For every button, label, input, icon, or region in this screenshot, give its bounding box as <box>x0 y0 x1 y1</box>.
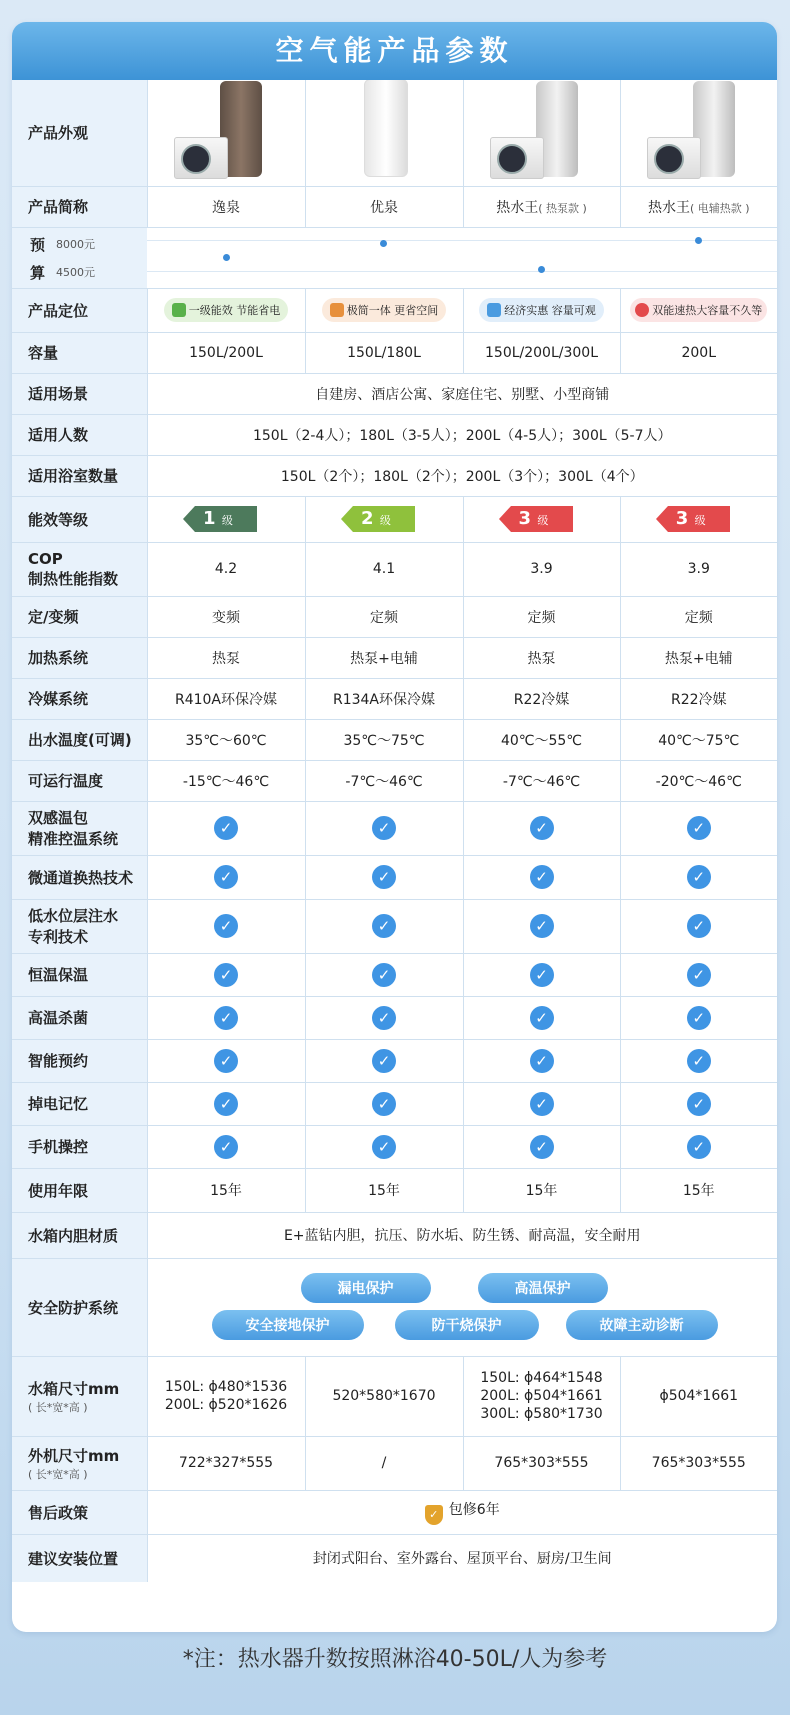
freq-2: 定频 <box>305 596 463 637</box>
page-title: 空气能产品参数 <box>12 22 777 80</box>
run-temp-1: -15℃～46℃ <box>147 760 305 801</box>
capacity-4: 200L <box>620 332 777 373</box>
check-icon: ✓ <box>372 1006 396 1030</box>
check-icon: ✓ <box>530 1092 554 1116</box>
efficiency-badge: 3 级 <box>668 506 730 532</box>
position-1 <box>147 288 305 332</box>
check-icon: ✓ <box>530 1135 554 1159</box>
position-4 <box>620 288 777 332</box>
tank-size-1: 150L: ϕ480*1536 200L: ϕ520*1626 <box>147 1356 305 1436</box>
position-2 <box>305 288 463 332</box>
safety-tag-diagnosis: 故障主动诊断 <box>566 1310 718 1340</box>
budget-label-b: 算 <box>30 263 46 282</box>
row-lifespan <box>12 1168 777 1212</box>
product-image-2 <box>305 80 463 186</box>
water-temp-1: 35℃～60℃ <box>147 719 305 760</box>
row-freq <box>12 596 777 637</box>
outdoor-size-2: / <box>305 1436 463 1490</box>
budget-low: 4500元 <box>56 265 95 279</box>
name-text: 热水王 <box>647 199 690 216</box>
params-table <box>12 80 777 1582</box>
row-dual-sensor <box>12 801 777 855</box>
capacity-1: 150L/200L <box>147 332 305 373</box>
row-outdoor-size <box>12 1436 777 1490</box>
row-aftersale <box>12 1490 777 1534</box>
scenario-value: 自建房、酒店公寓、家庭住宅、别墅、小型商铺 <box>147 373 777 414</box>
name-sub: ( 热泵款 ) <box>538 201 587 215</box>
label-micro: 微通道换热技术 <box>12 855 147 899</box>
row-safety <box>12 1258 777 1356</box>
check-icon: ✓ <box>214 1092 238 1116</box>
shield-icon: ✓ <box>425 1505 443 1525</box>
row-phone <box>12 1125 777 1168</box>
row-memory <box>12 1082 777 1125</box>
product-image-1 <box>147 80 305 186</box>
refrigerant-3: R22冷媒 <box>463 678 620 719</box>
row-capacity <box>12 332 777 373</box>
label-phone: 手机操控 <box>12 1125 147 1168</box>
product-name-2 <box>305 186 463 227</box>
row-people <box>12 414 777 455</box>
check-icon: ✓ <box>530 1006 554 1030</box>
efficiency-badge: 1 级 <box>195 506 257 532</box>
label-budget <box>12 227 147 288</box>
efficiency-1 <box>147 496 305 542</box>
budget-chart <box>147 227 777 288</box>
lifespan-1: 15年 <box>147 1168 305 1212</box>
label-schedule: 智能预约 <box>12 1039 147 1082</box>
freq-3: 定频 <box>463 596 620 637</box>
name-text: 热水王 <box>496 199 539 216</box>
label-memory: 掉电记忆 <box>12 1082 147 1125</box>
row-constant <box>12 953 777 996</box>
label-cop: COP 制热性能指数 <box>12 542 147 596</box>
row-scenario <box>12 373 777 414</box>
check-icon: ✓ <box>687 914 711 938</box>
label-scenario: 适用场景 <box>12 373 147 414</box>
row-heating <box>12 637 777 678</box>
label-capacity: 容量 <box>12 332 147 373</box>
safety-tag-high-temp: 高温保护 <box>478 1273 608 1303</box>
check-icon: ✓ <box>372 1092 396 1116</box>
refrigerant-4: R22冷媒 <box>620 678 777 719</box>
label-position: 产品定位 <box>12 288 147 332</box>
row-position <box>12 288 777 332</box>
tag-icon <box>487 303 501 317</box>
refrigerant-1: R410A环保冷媒 <box>147 678 305 719</box>
capacity-3: 150L/200L/300L <box>463 332 620 373</box>
row-run-temp <box>12 760 777 801</box>
budget-label-a: 预 <box>30 235 46 254</box>
position-text: 一级能效 节能省电 <box>188 304 281 317</box>
check-icon: ✓ <box>372 816 396 840</box>
install-value: 封闭式阳台、室外露台、屋顶平台、厨房/卫生间 <box>147 1534 777 1582</box>
name-text: 优泉 <box>370 199 398 216</box>
row-install <box>12 1534 777 1582</box>
tank-size-2: 520*580*1670 <box>305 1356 463 1436</box>
lifespan-3: 15年 <box>463 1168 620 1212</box>
check-icon: ✓ <box>687 1006 711 1030</box>
capacity-2: 150L/180L <box>305 332 463 373</box>
water-temp-4: 40℃～75℃ <box>620 719 777 760</box>
label-name: 产品简称 <box>12 186 147 227</box>
check-icon: ✓ <box>372 1049 396 1073</box>
cop-4: 3.9 <box>620 542 777 596</box>
outdoor-size-3: 765*303*555 <box>463 1436 620 1490</box>
name-text: 逸泉 <box>212 199 240 216</box>
name-sub: ( 电辅热款 ) <box>689 201 750 215</box>
cop-1: 4.2 <box>147 542 305 596</box>
label-water-temp: 出水温度(可调) <box>12 719 147 760</box>
product-image-3 <box>463 80 620 186</box>
row-budget <box>12 227 777 288</box>
check-icon: ✓ <box>687 1135 711 1159</box>
budget-high: 8000元 <box>56 237 95 251</box>
label-sterilize: 高温杀菌 <box>12 996 147 1039</box>
tank-size-3: 150L: ϕ464*1548 200L: ϕ504*1661 300L: ϕ580*1730 <box>463 1356 620 1436</box>
heating-4: 热泵+电辅 <box>620 637 777 678</box>
label-install: 建议安装位置 <box>12 1534 147 1582</box>
row-tank-size <box>12 1356 777 1436</box>
outdoor-size-4: 765*303*555 <box>620 1436 777 1490</box>
position-text: 双能速热大容量不久等 <box>652 304 763 317</box>
outdoor-unit-image <box>174 137 228 179</box>
check-icon: ✓ <box>214 1006 238 1030</box>
tank-material-value: E+蓝钻内胆，抗压、防水垢、防生锈、耐高温，安全耐用 <box>147 1212 777 1258</box>
box-icon <box>330 303 344 317</box>
check-icon: ✓ <box>687 963 711 987</box>
check-icon: ✓ <box>214 963 238 987</box>
warranty-text: 包修6年 <box>448 1502 500 1518</box>
label-freq: 定/变频 <box>12 596 147 637</box>
people-value: 150L（2-4人）；180L（3-5人）；200L（4-5人）；300L（5-7人） <box>147 414 777 455</box>
budget-dot-3 <box>538 266 545 273</box>
check-icon: ✓ <box>214 1135 238 1159</box>
row-schedule <box>12 1039 777 1082</box>
heating-2: 热泵+电辅 <box>305 637 463 678</box>
bathrooms-value: 150L（2个）；180L（2个）；200L（3个）；300L（4个） <box>147 455 777 496</box>
label-aftersale: 售后政策 <box>12 1490 147 1534</box>
check-icon: ✓ <box>687 1092 711 1116</box>
check-icon: ✓ <box>530 816 554 840</box>
label-people: 适用人数 <box>12 414 147 455</box>
outdoor-unit-image <box>647 137 701 179</box>
row-refrigerant <box>12 678 777 719</box>
heating-1: 热泵 <box>147 637 305 678</box>
aftersale-value <box>147 1490 777 1534</box>
label-heating: 加热系统 <box>12 637 147 678</box>
run-temp-4: -20℃～46℃ <box>620 760 777 801</box>
efficiency-2 <box>305 496 463 542</box>
run-temp-3: -7℃～46℃ <box>463 760 620 801</box>
water-temp-3: 40℃～55℃ <box>463 719 620 760</box>
check-icon: ✓ <box>214 816 238 840</box>
product-name-3 <box>463 186 620 227</box>
cop-2: 4.1 <box>305 542 463 596</box>
safety-tag-leakage: 漏电保护 <box>301 1273 431 1303</box>
row-efficiency <box>12 496 777 542</box>
row-appearance <box>12 80 777 186</box>
product-name-1 <box>147 186 305 227</box>
check-icon: ✓ <box>214 1049 238 1073</box>
check-icon: ✓ <box>530 1049 554 1073</box>
efficiency-badge: 2 级 <box>353 506 415 532</box>
label-low-water: 低水位层注水 专利技术 <box>12 899 147 953</box>
row-sterilize <box>12 996 777 1039</box>
product-name-4 <box>620 186 777 227</box>
label-refrigerant: 冷媒系统 <box>12 678 147 719</box>
position-text: 经济实惠 容量可观 <box>504 304 596 317</box>
row-name <box>12 186 777 227</box>
label-appearance: 产品外观 <box>12 80 147 186</box>
check-icon: ✓ <box>214 914 238 938</box>
check-icon: ✓ <box>687 1049 711 1073</box>
lifespan-2: 15年 <box>305 1168 463 1212</box>
check-icon: ✓ <box>372 1135 396 1159</box>
run-temp-2: -7℃～46℃ <box>305 760 463 801</box>
label-bathrooms: 适用浴室数量 <box>12 455 147 496</box>
position-3 <box>463 288 620 332</box>
row-micro <box>12 855 777 899</box>
label-dual-sensor: 双感温包 精准控温系统 <box>12 801 147 855</box>
label-lifespan: 使用年限 <box>12 1168 147 1212</box>
cop-3: 3.9 <box>463 542 620 596</box>
row-bathrooms <box>12 455 777 496</box>
check-icon: ✓ <box>530 914 554 938</box>
budget-dot-1 <box>223 254 230 261</box>
safety-tag-grounding: 安全接地保护 <box>212 1310 364 1340</box>
row-water-temp <box>12 719 777 760</box>
efficiency-3 <box>463 496 620 542</box>
water-temp-2: 35℃～75℃ <box>305 719 463 760</box>
label-constant: 恒温保温 <box>12 953 147 996</box>
label-run-temp: 可运行温度 <box>12 760 147 801</box>
tank-size-4: ϕ504*1661 <box>620 1356 777 1436</box>
product-image-4 <box>620 80 777 186</box>
safety-tag-dry-burn: 防干烧保护 <box>395 1310 539 1340</box>
freq-4: 定频 <box>620 596 777 637</box>
footnote: *注：热水器升数按照淋浴40-50L/人为参考 <box>182 1647 608 1672</box>
efficiency-badge: 3 级 <box>511 506 573 532</box>
check-icon: ✓ <box>372 914 396 938</box>
check-icon: ✓ <box>214 865 238 889</box>
freq-1: 变频 <box>147 596 305 637</box>
check-icon: ✓ <box>530 865 554 889</box>
params-card <box>12 22 777 1632</box>
battery-icon <box>172 303 186 317</box>
check-icon: ✓ <box>687 816 711 840</box>
tank-image <box>364 80 408 177</box>
check-icon: ✓ <box>687 865 711 889</box>
row-cop <box>12 542 777 596</box>
label-tank-material: 水箱内胆材质 <box>12 1212 147 1258</box>
label-tank-size: 水箱尺寸mm ( 长*宽*高 ) <box>12 1356 147 1436</box>
position-text: 极简一体 更省空间 <box>346 304 439 317</box>
label-safety: 安全防护系统 <box>12 1258 147 1356</box>
check-icon: ✓ <box>372 963 396 987</box>
row-tank-material <box>12 1212 777 1258</box>
row-low-water <box>12 899 777 953</box>
refrigerant-2: R134A环保冷媒 <box>305 678 463 719</box>
budget-dot-4 <box>695 237 702 244</box>
outdoor-unit-image <box>490 137 544 179</box>
heating-3: 热泵 <box>463 637 620 678</box>
outdoor-size-1: 722*327*555 <box>147 1436 305 1490</box>
check-icon: ✓ <box>530 963 554 987</box>
label-outdoor-size: 外机尺寸mm ( 长*宽*高 ) <box>12 1436 147 1490</box>
label-efficiency: 能效等级 <box>12 496 147 542</box>
safety-buttons <box>147 1258 777 1356</box>
budget-dot-2 <box>380 240 387 247</box>
check-icon: ✓ <box>372 865 396 889</box>
lifespan-4: 15年 <box>620 1168 777 1212</box>
efficiency-4 <box>620 496 777 542</box>
flame-icon <box>635 303 649 317</box>
